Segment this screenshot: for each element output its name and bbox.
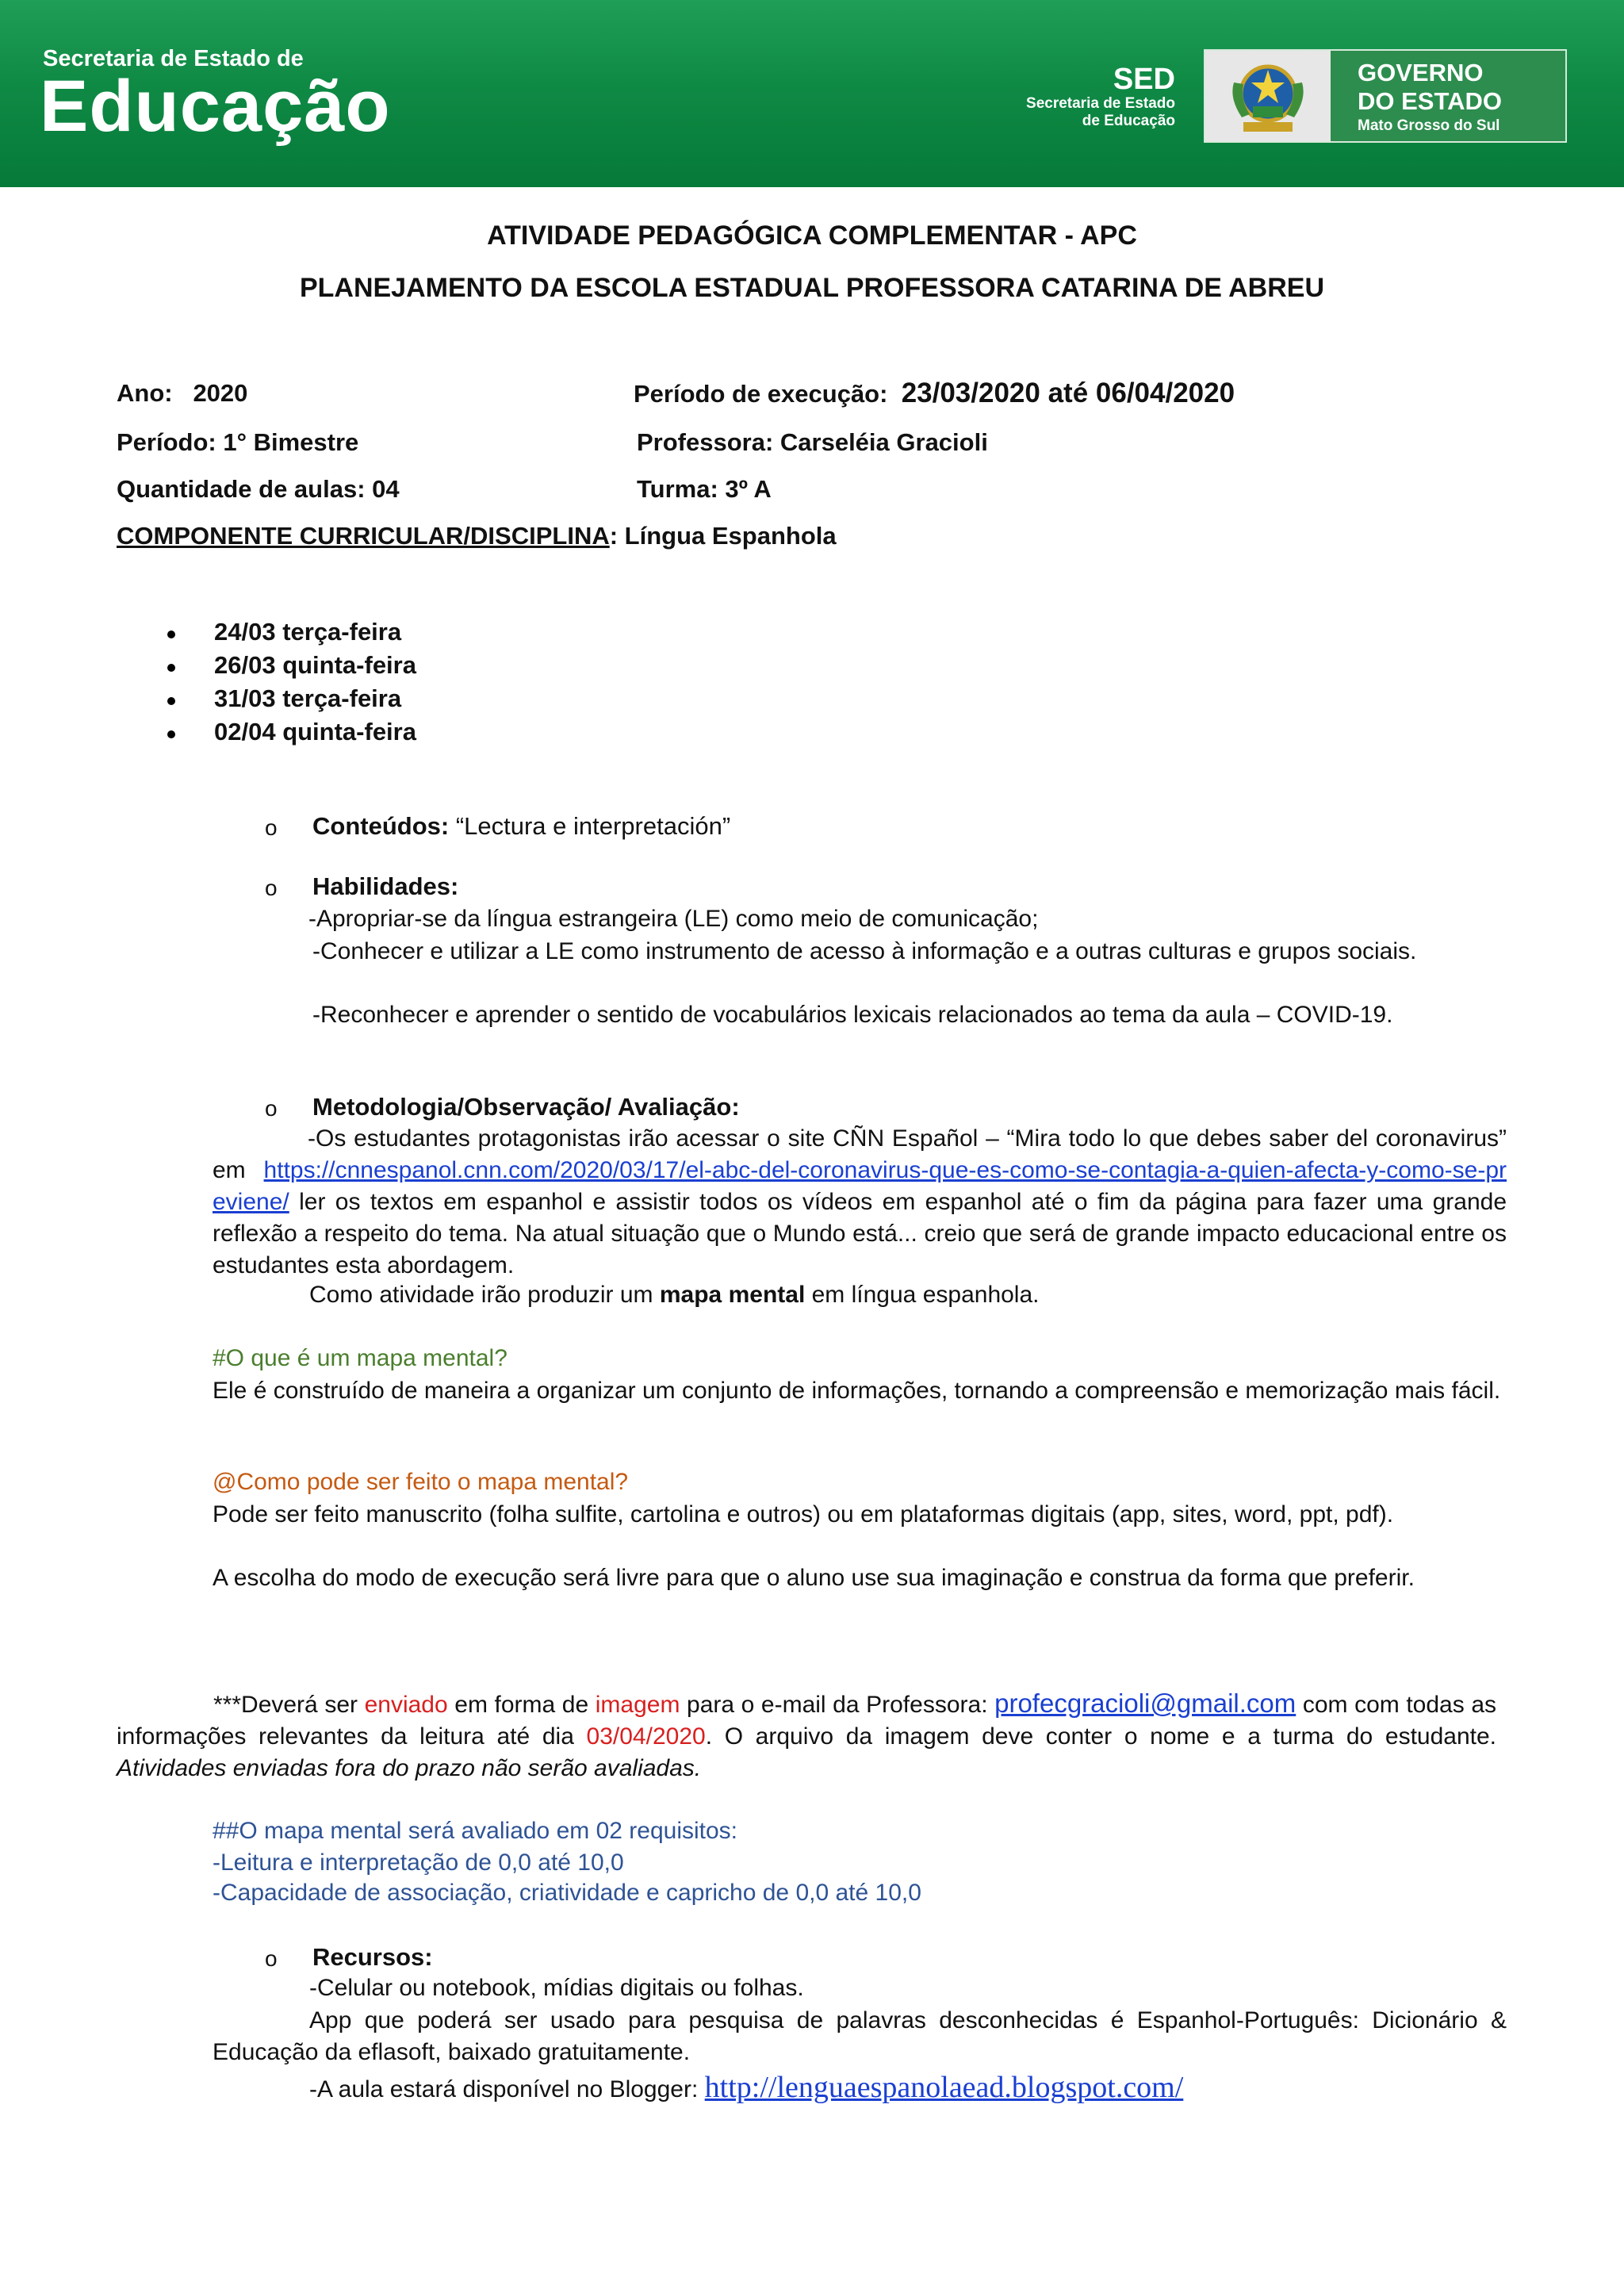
habilidades-label: Habilidades: [312, 872, 459, 900]
envio-highlight-imagem: imagem [595, 1692, 680, 1718]
envio-paragraph [117, 1688, 1496, 1784]
bullet-icon [167, 631, 175, 638]
gov-line-2: DO ESTADO [1358, 87, 1502, 115]
question-mapa-mental: #O que é um mapa mental? [213, 1345, 508, 1371]
list-item: 02/04 quinta-feira [214, 718, 416, 746]
gov-line-1: GOVERNO [1358, 59, 1484, 86]
conteudos-line [312, 812, 730, 841]
envio-text-1: ***Deverá ser [213, 1692, 365, 1718]
componente-label: COMPONENTE CURRICULAR/DISCIPLINA [117, 522, 610, 550]
mapa-text-a: Como atividade irão produzir um [309, 1282, 660, 1308]
requisito-1: -Leitura e interpretação de 0,0 até 10,0 [213, 1849, 624, 1876]
professora-field: Professora: Carseléia Gracioli [637, 428, 988, 456]
ano-value: 2020 [193, 379, 248, 407]
metodologia-text-a: -Os estudantes protagonistas irão acessar o site CÑN Español – “Mira todo lo que debes saber del coronavirus” em [213, 1125, 1507, 1183]
envio-warning: Atividades enviadas fora do prazo não serão avaliadas. [117, 1755, 702, 1781]
question-como-fazer: @Como pode ser feito o mapa mental? [213, 1469, 629, 1495]
document-subtitle: PLANEJAMENTO DA ESCOLA ESTADUAL PROFESSORA CATARINA DE ABREU [299, 273, 1325, 303]
quantidade-aulas-field: Quantidade de aulas: 04 [117, 475, 400, 503]
list-item: 31/03 terça-feira [214, 684, 402, 712]
periodo-field: Período: 1° Bimestre [117, 428, 359, 456]
bullet-icon [167, 730, 175, 738]
envio-text-3: para o e-mail da Professora: [680, 1692, 995, 1718]
recurso-1: -Celular ou notebook, mídias digitais ou folhas. [309, 1975, 804, 2001]
recursos-label: Recursos: [312, 1943, 433, 1971]
document-title: ATIVIDADE PEDAGÓGICA COMPLEMENTAR - APC [487, 220, 1137, 251]
envio-text-4: com com todas as informações relevantes da leitura até dia [117, 1692, 1497, 1750]
metodologia-text-b: ler os textos em espanhol e assistir todos os vídeos em espanhol até o fim da página para fazer uma grande reflexão a respeito do tema. Na atual situação que o Mundo está... creio que será de grande impacto educacional entre os estudantes esta abordagem. [213, 1189, 1507, 1278]
sed-subtitle-2: de Educação [1082, 113, 1175, 129]
government-logo [1204, 49, 1567, 143]
bullet-icon [167, 664, 175, 672]
government-text [1358, 59, 1502, 136]
conteudos-value: “Lectura e interpretación” [449, 812, 731, 840]
gov-line-3: Mato Grosso do Sul [1358, 117, 1500, 134]
periodo-execucao-label: Período de execução: [634, 380, 888, 408]
recurso-3-line [309, 2070, 1183, 2105]
sub-bullet-icon: o [265, 876, 278, 900]
list-item: 26/03 quinta-feira [214, 651, 416, 679]
habilidade-2: -Conhecer e utilizar a LE como instrumento de acesso à informação e a outras culturas e grupos sociais. [312, 938, 1417, 964]
envio-deadline: 03/04/2020 [586, 1723, 706, 1750]
cnn-article-link[interactable]: https://cnnespanol.cnn.com/2020/03/17/el-abc-del-coronavirus-que-es-como-se-contagia-a-quien-afecta-y-como-se-previene/ [213, 1157, 1507, 1215]
componente-field [117, 522, 837, 550]
sed-subtitle-1: Secretaria de Estado [1026, 95, 1175, 112]
sub-bullet-icon: o [265, 815, 278, 840]
metodologia-label: Metodologia/Observação/ Avaliação: [312, 1093, 740, 1121]
answer-como-fazer-1: Pode ser feito manuscrito (folha sulfite, cartolina e outros) ou em plataformas digitais (app, sites, word, ppt, pdf). [213, 1501, 1394, 1527]
state-crest-icon [1205, 51, 1331, 141]
requisitos-title: ##O mapa mental será avaliado em 02 requisitos: [213, 1818, 738, 1844]
requisito-2: -Capacidade de associação, criatividade e capricho de 0,0 até 10,0 [213, 1880, 921, 1906]
sed-logo [1001, 63, 1175, 130]
blogger-link[interactable]: http://lenguaespanolaead.blogspot.com/ [704, 2071, 1184, 2104]
envio-text-2: em forma de [447, 1692, 596, 1718]
mapa-text-b: em língua espanhola. [805, 1282, 1040, 1308]
sub-bullet-icon: o [265, 1946, 278, 1971]
periodo-execucao-field [634, 378, 1235, 409]
metodologia-paragraph [213, 1123, 1507, 1282]
componente-value: : Língua Espanhola [609, 522, 837, 550]
metodologia-mapa-line [309, 1282, 1040, 1309]
brand-subtitle: Secretaria de Estado de [43, 46, 304, 71]
habilidade-3: -Reconhecer e aprender o sentido de vocabulários lexicais relacionados ao tema da aula – COVID-19. [312, 1002, 1393, 1028]
list-item: 24/03 terça-feira [214, 618, 402, 646]
brand-title: Educação [40, 66, 391, 147]
conteudos-label: Conteúdos: [312, 812, 450, 840]
envio-highlight-enviado: enviado [364, 1692, 448, 1718]
bullet-icon [167, 697, 175, 705]
answer-como-fazer-2: A escolha do modo de execução será livre para que o aluno use sua imaginação e construa da forma que preferir. [213, 1565, 1415, 1591]
sed-title: SED [1113, 63, 1175, 96]
mapa-text-bold: mapa mental [659, 1282, 806, 1308]
header-banner [0, 0, 1624, 187]
answer-mapa-mental: Ele é construído de maneira a organizar um conjunto de informações, tornando a compreensão e memorização mais fácil. [213, 1378, 1501, 1404]
envio-text-5: . O arquivo da imagem deve conter o nome e a turma do estudante. [705, 1723, 1496, 1750]
turma-field: Turma: 3º A [637, 475, 772, 503]
sub-bullet-icon: o [265, 1096, 278, 1121]
ano-field [117, 379, 247, 408]
recurso-2: App que poderá ser usado para pesquisa de palavras desconhecidas é Espanhol-Português: Dicionário & Educação da eflasoft, baixado gratuitamente. [213, 2007, 1507, 2065]
periodo-execucao-value: 23/03/2020 até 06/04/2020 [901, 378, 1235, 408]
ano-label: Ano: [117, 379, 173, 407]
teacher-email-link[interactable]: profecgracioli@gmail.com [994, 1688, 1297, 1718]
recurso-3-text: -A aula estará disponível no Blogger: [309, 2076, 705, 2102]
habilidade-1: -Apropriar-se da língua estrangeira (LE) como meio de comunicação; [308, 906, 1039, 932]
